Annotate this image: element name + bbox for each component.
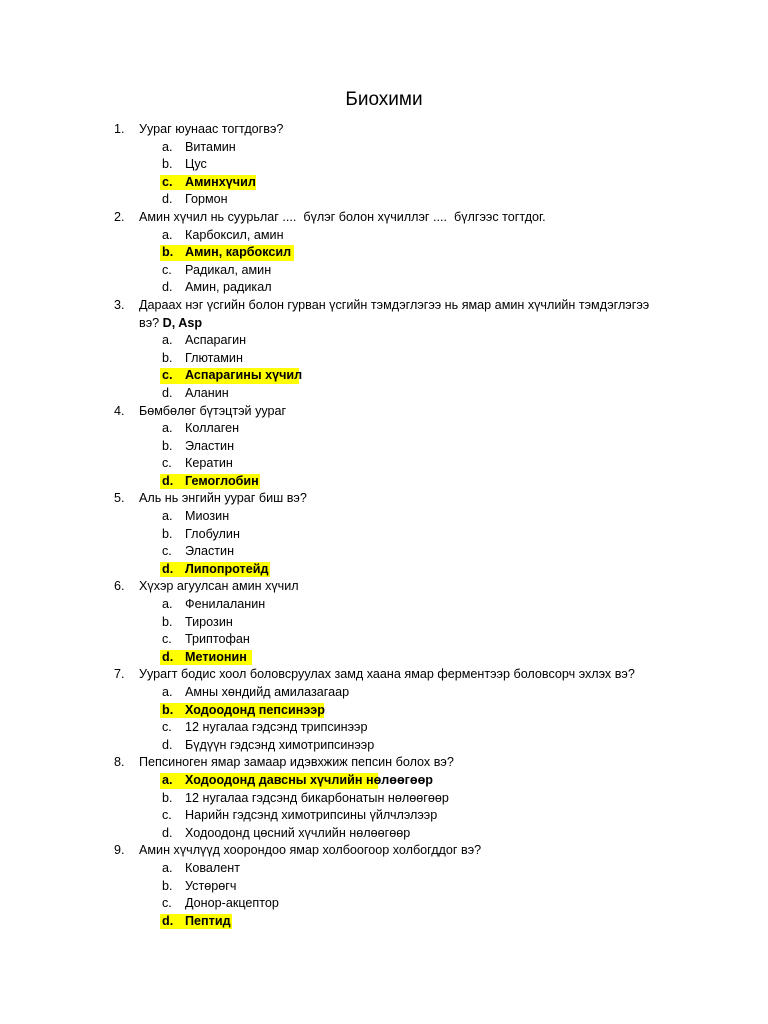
question-text: Уурагт бодис хоол боловсруулах замд хаана ямар ферментээр боловсорч эхлэх вэ?: [139, 667, 635, 682]
option-letter: c.: [162, 544, 172, 559]
option-letter: a.: [162, 772, 173, 787]
option-letter: c.: [162, 262, 172, 277]
option-text: Ходоодонд давсны хүчлийн нөлөөгөөр: [185, 772, 433, 787]
option-text: Аспарагин: [185, 333, 247, 348]
question-number: 7.: [114, 667, 125, 682]
option-text: Кератин: [185, 456, 233, 471]
option-text: 12 нугалаа гэдсэнд трипсинээр: [185, 720, 368, 735]
option-item: [114, 139, 674, 157]
option-letter: b.: [162, 245, 174, 260]
option-letter: a.: [162, 333, 173, 348]
option-letter: a.: [162, 227, 173, 242]
option-item: [114, 614, 674, 632]
option-letter: d.: [162, 473, 174, 488]
option-letter: b.: [162, 878, 173, 893]
option-text: Миозин: [185, 509, 230, 524]
option-item: [114, 438, 674, 456]
question-code: D, Asp: [162, 315, 203, 330]
question-8: [114, 754, 674, 772]
question-4: [114, 403, 674, 421]
option-letter: b.: [162, 702, 174, 717]
option-text: Гемоглобин: [185, 473, 259, 488]
option-item: [114, 596, 674, 614]
option-text: Амин, радикал: [185, 280, 272, 295]
question-number: 9.: [114, 843, 125, 858]
option-item: [114, 191, 674, 209]
option-letter: d.: [162, 385, 173, 400]
option-letter: c.: [162, 174, 173, 189]
question-1: [114, 121, 674, 139]
option-letter: d.: [162, 561, 174, 576]
option-item: [114, 878, 674, 896]
option-text: Бүдүүн гэдсэнд химотрипсинээр: [185, 737, 375, 752]
option-letter: d.: [162, 913, 174, 928]
option-text: Донор-акцептор: [185, 896, 279, 911]
option-text: Гормон: [185, 192, 228, 207]
option-item: [114, 790, 674, 808]
question-text: Амин хүчлүүд хоорондоо ямар холбоогоор холбогддог вэ?: [139, 843, 482, 858]
option-letter: a.: [162, 597, 173, 612]
option-item: [114, 420, 674, 438]
option-text: Аспарагины хүчил: [185, 368, 303, 383]
option-item-correct: [114, 367, 674, 385]
question-text: Бөмбөлөг бүтэцтэй уураг: [139, 403, 287, 418]
option-text: Карбоксил, амин: [185, 227, 284, 242]
option-item: [114, 279, 674, 297]
option-text: Глютамин: [185, 350, 243, 365]
question-5: [114, 490, 674, 508]
question-text: Амин хүчил нь суурьлаг .... бүлэг болон хүчиллэг .... бүлгээс тогтдог.: [139, 209, 546, 224]
question-text: Дараах нэг үсгийн болон гурван үсгийн тэмдэглэгээ нь ямар амин хүчлийн тэмдэглэгээ: [139, 297, 650, 312]
question-3: [114, 297, 674, 315]
question-number: 1.: [114, 122, 125, 136]
option-item: [114, 807, 674, 825]
option-text: Липопротейд: [185, 561, 269, 576]
option-item: [114, 895, 674, 913]
option-text: Ходоодонд цөсний хүчлийн нөлөөгөөр: [185, 825, 411, 840]
option-item: [114, 262, 674, 280]
option-item-correct: [114, 561, 674, 579]
question-text-cont: вэ?: [139, 315, 163, 330]
option-item: [114, 526, 674, 544]
option-text: Эластин: [185, 544, 235, 559]
option-text: Аминхүчил: [185, 174, 256, 189]
option-item: [114, 737, 674, 755]
option-item-correct: [114, 649, 674, 667]
option-letter: a.: [162, 860, 173, 875]
option-text: Амин, карбоксил: [185, 245, 292, 260]
option-letter: d.: [162, 737, 173, 752]
option-item: [114, 684, 674, 702]
option-item-correct: [114, 772, 674, 790]
question-number: 6.: [114, 579, 125, 594]
question-text-continuation: [139, 315, 202, 333]
question-text: Уураг юунаас тогтдогвэ?: [139, 122, 284, 136]
option-item: [114, 508, 674, 526]
option-letter: c.: [162, 720, 172, 735]
option-item-correct: [114, 473, 674, 491]
option-text: Устөрөгч: [185, 878, 237, 893]
question-text: Аль нь энгийн уураг биш вэ?: [139, 491, 307, 506]
option-item: [114, 385, 674, 403]
option-item: [114, 543, 674, 561]
option-letter: c.: [162, 456, 172, 471]
option-letter: b.: [162, 350, 173, 365]
question-2: [114, 209, 674, 227]
option-item-correct: [114, 174, 674, 192]
option-item: [114, 332, 674, 350]
question-9: [114, 842, 674, 860]
option-letter: b.: [162, 790, 173, 805]
option-letter: c.: [162, 896, 172, 911]
option-text: Амны хөндийд амилазагаар: [185, 685, 350, 699]
option-text: Коллаген: [185, 421, 240, 436]
option-text: Витамин: [185, 139, 236, 154]
question-list: [114, 121, 674, 930]
option-item: [114, 350, 674, 368]
option-letter: b.: [162, 526, 173, 541]
question-text: Пепсиноген ямар замаар идэвхжиж пепсин болох вэ?: [139, 755, 454, 770]
option-letter: c.: [162, 632, 172, 647]
option-text: Тирозин: [185, 614, 233, 629]
option-item: [114, 227, 674, 245]
option-letter: c.: [162, 368, 173, 383]
question-number: 2.: [114, 209, 125, 224]
option-letter: d.: [162, 280, 173, 295]
option-item-correct: [114, 702, 674, 720]
option-text: Эластин: [185, 438, 235, 453]
option-letter: a.: [162, 509, 173, 524]
option-text: Триптофан: [185, 632, 250, 647]
option-item-correct: [114, 913, 674, 931]
option-letter: c.: [162, 808, 172, 823]
question-number: 8.: [114, 755, 125, 770]
option-text: Пептид: [185, 913, 231, 928]
document-title: Биохими: [345, 89, 423, 110]
option-letter: d.: [162, 649, 174, 664]
option-item-correct: [114, 244, 674, 262]
question-6: [114, 578, 674, 596]
option-letter: b.: [162, 438, 173, 453]
option-letter: b.: [162, 157, 173, 172]
option-letter: a.: [162, 421, 173, 436]
option-item: [114, 455, 674, 473]
option-text: Ходоодонд пепсинээр: [185, 702, 325, 717]
option-letter: d.: [162, 825, 173, 840]
question-3-continuation: [114, 315, 674, 333]
question-7: [114, 666, 674, 684]
option-text: Аланин: [185, 385, 229, 400]
option-text: 12 нугалаа гэдсэнд бикарбонатын нөлөөгөөр: [185, 790, 449, 805]
option-letter: a.: [162, 685, 173, 699]
option-text: Нарийн гэдсэнд химотрипсины үйлчлэлээр: [185, 808, 438, 823]
option-letter: a.: [162, 139, 173, 154]
question-number: 4.: [114, 403, 125, 418]
option-item: [114, 719, 674, 737]
option-item: [114, 156, 674, 174]
option-item: [114, 825, 674, 843]
option-text: Фенилаланин: [185, 597, 266, 612]
question-number: 5.: [114, 491, 125, 506]
option-text: Цус: [185, 157, 207, 172]
question-number: 3.: [114, 297, 125, 312]
option-letter: b.: [162, 614, 173, 629]
question-text: Хүхэр агуулсан амин хүчил: [139, 579, 299, 594]
option-letter: d.: [162, 192, 173, 207]
option-text: Ковалент: [185, 860, 240, 875]
option-text: Радикал, амин: [185, 262, 272, 277]
option-text: Глобулин: [185, 526, 240, 541]
option-text: Метионин: [185, 649, 247, 664]
option-item: [114, 631, 674, 649]
option-item: [114, 860, 674, 878]
